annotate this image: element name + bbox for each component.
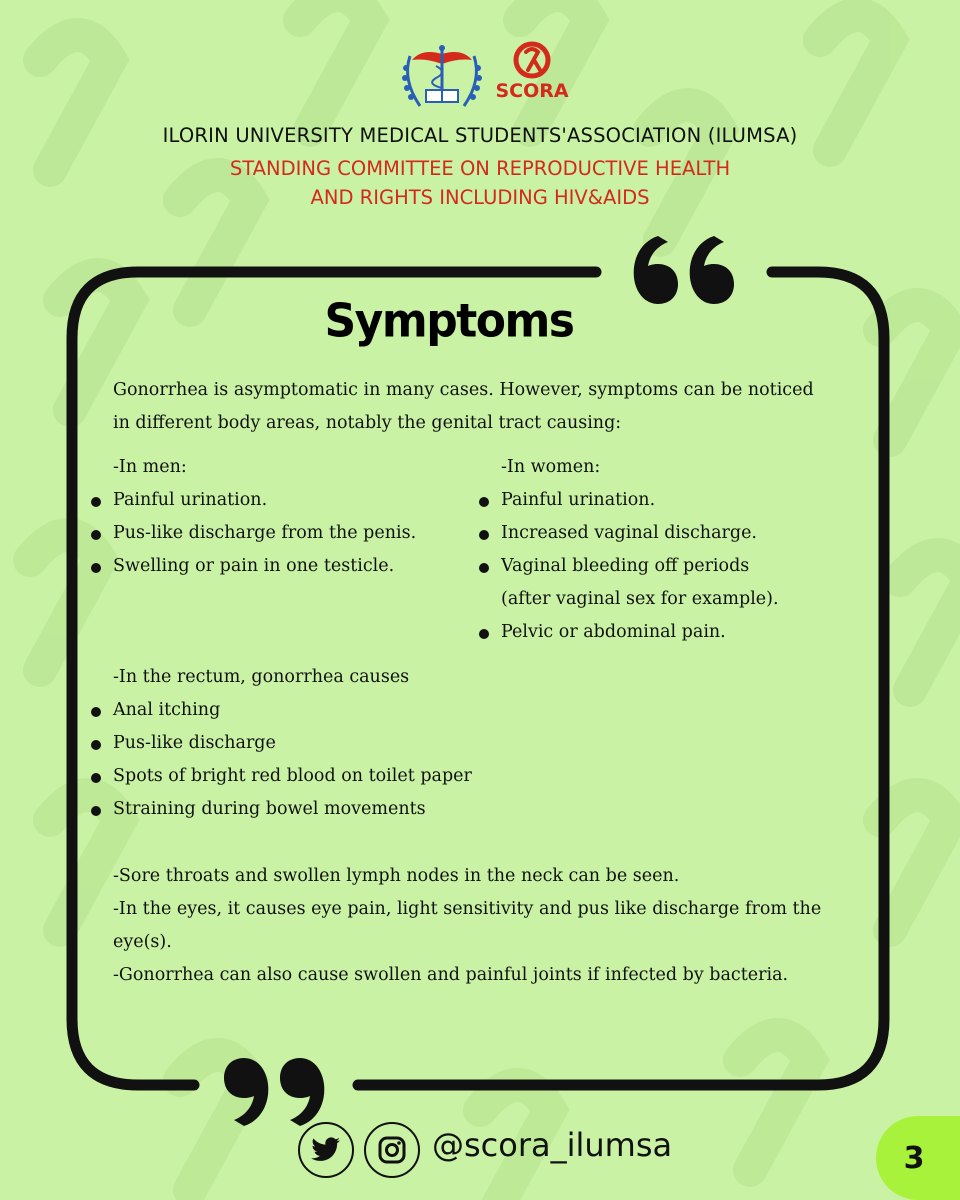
list-item: Increased vaginal discharge. [479,517,779,550]
committee-line-1: STANDING COMMITTEE ON REPRODUCTIVE HEALTH [229,157,731,180]
list-item: Painful urination. [479,484,779,517]
list-item: Anal itching [91,694,472,727]
note-joints: -Gonorrhea can also cause swollen and painful joints if infected by bacteria. [113,965,789,985]
list-item: Pus-like discharge [91,727,472,760]
list-item: Vaginal bleeding off periods [479,550,779,583]
men-heading: -In men: [113,457,187,477]
list-item: Spots of bright red blood on toilet paper [91,760,472,793]
instagram-icon [378,1136,406,1164]
list-item-continuation: (after vaginal sex for example). [501,589,779,609]
list-item: Pelvic or abdominal pain. [479,616,779,649]
women-symptoms-list [479,484,779,649]
list-item: Pus-like discharge from the penis. [91,517,416,550]
women-heading: -In women: [501,457,601,477]
rectum-symptoms-list [91,694,472,826]
page-title: Symptoms [324,294,574,349]
page-number-badge: 3 [876,1116,960,1200]
intro-paragraph: Gonorrhea is asymptomatic in many cases. However, symptoms can be noticed in different body areas, notably the genital tract causing: [113,380,814,433]
scora-logo-text: SCORA [495,80,569,102]
additional-notes [113,860,873,992]
instagram-link[interactable] [364,1122,420,1178]
footer [0,1122,960,1182]
ilumsa-logo-icon [396,44,488,114]
social-handle[interactable]: @scora_ilumsa [432,1126,673,1164]
committee-line-2: AND RIGHTS INCLUDING HIV&AIDS [310,186,650,209]
list-item: Swelling or pain in one testicle. [91,550,416,583]
committee-name [0,154,960,212]
organization-title: ILORIN UNIVERSITY MEDICAL STUDENTS'ASSOCIATION (ILUMSA) [162,124,798,147]
list-item: Straining during bowel movements [91,793,472,826]
rectum-heading: -In the rectum, gonorrhea causes [113,667,410,687]
scora-ribbon-icon [512,40,552,80]
header-logos [0,40,960,120]
twitter-link[interactable] [298,1122,354,1178]
scora-logo [492,40,572,102]
list-item: Painful urination. [91,484,416,517]
close-quote-icon [220,1050,332,1130]
twitter-icon [311,1137,341,1163]
note-throat: -Sore throats and swollen lymph nodes in the neck can be seen. [113,866,680,886]
note-eyes: -In the eyes, it causes eye pain, light sensitivity and pus like discharge from the eye(s). [113,899,822,952]
men-symptoms-list [91,484,416,583]
